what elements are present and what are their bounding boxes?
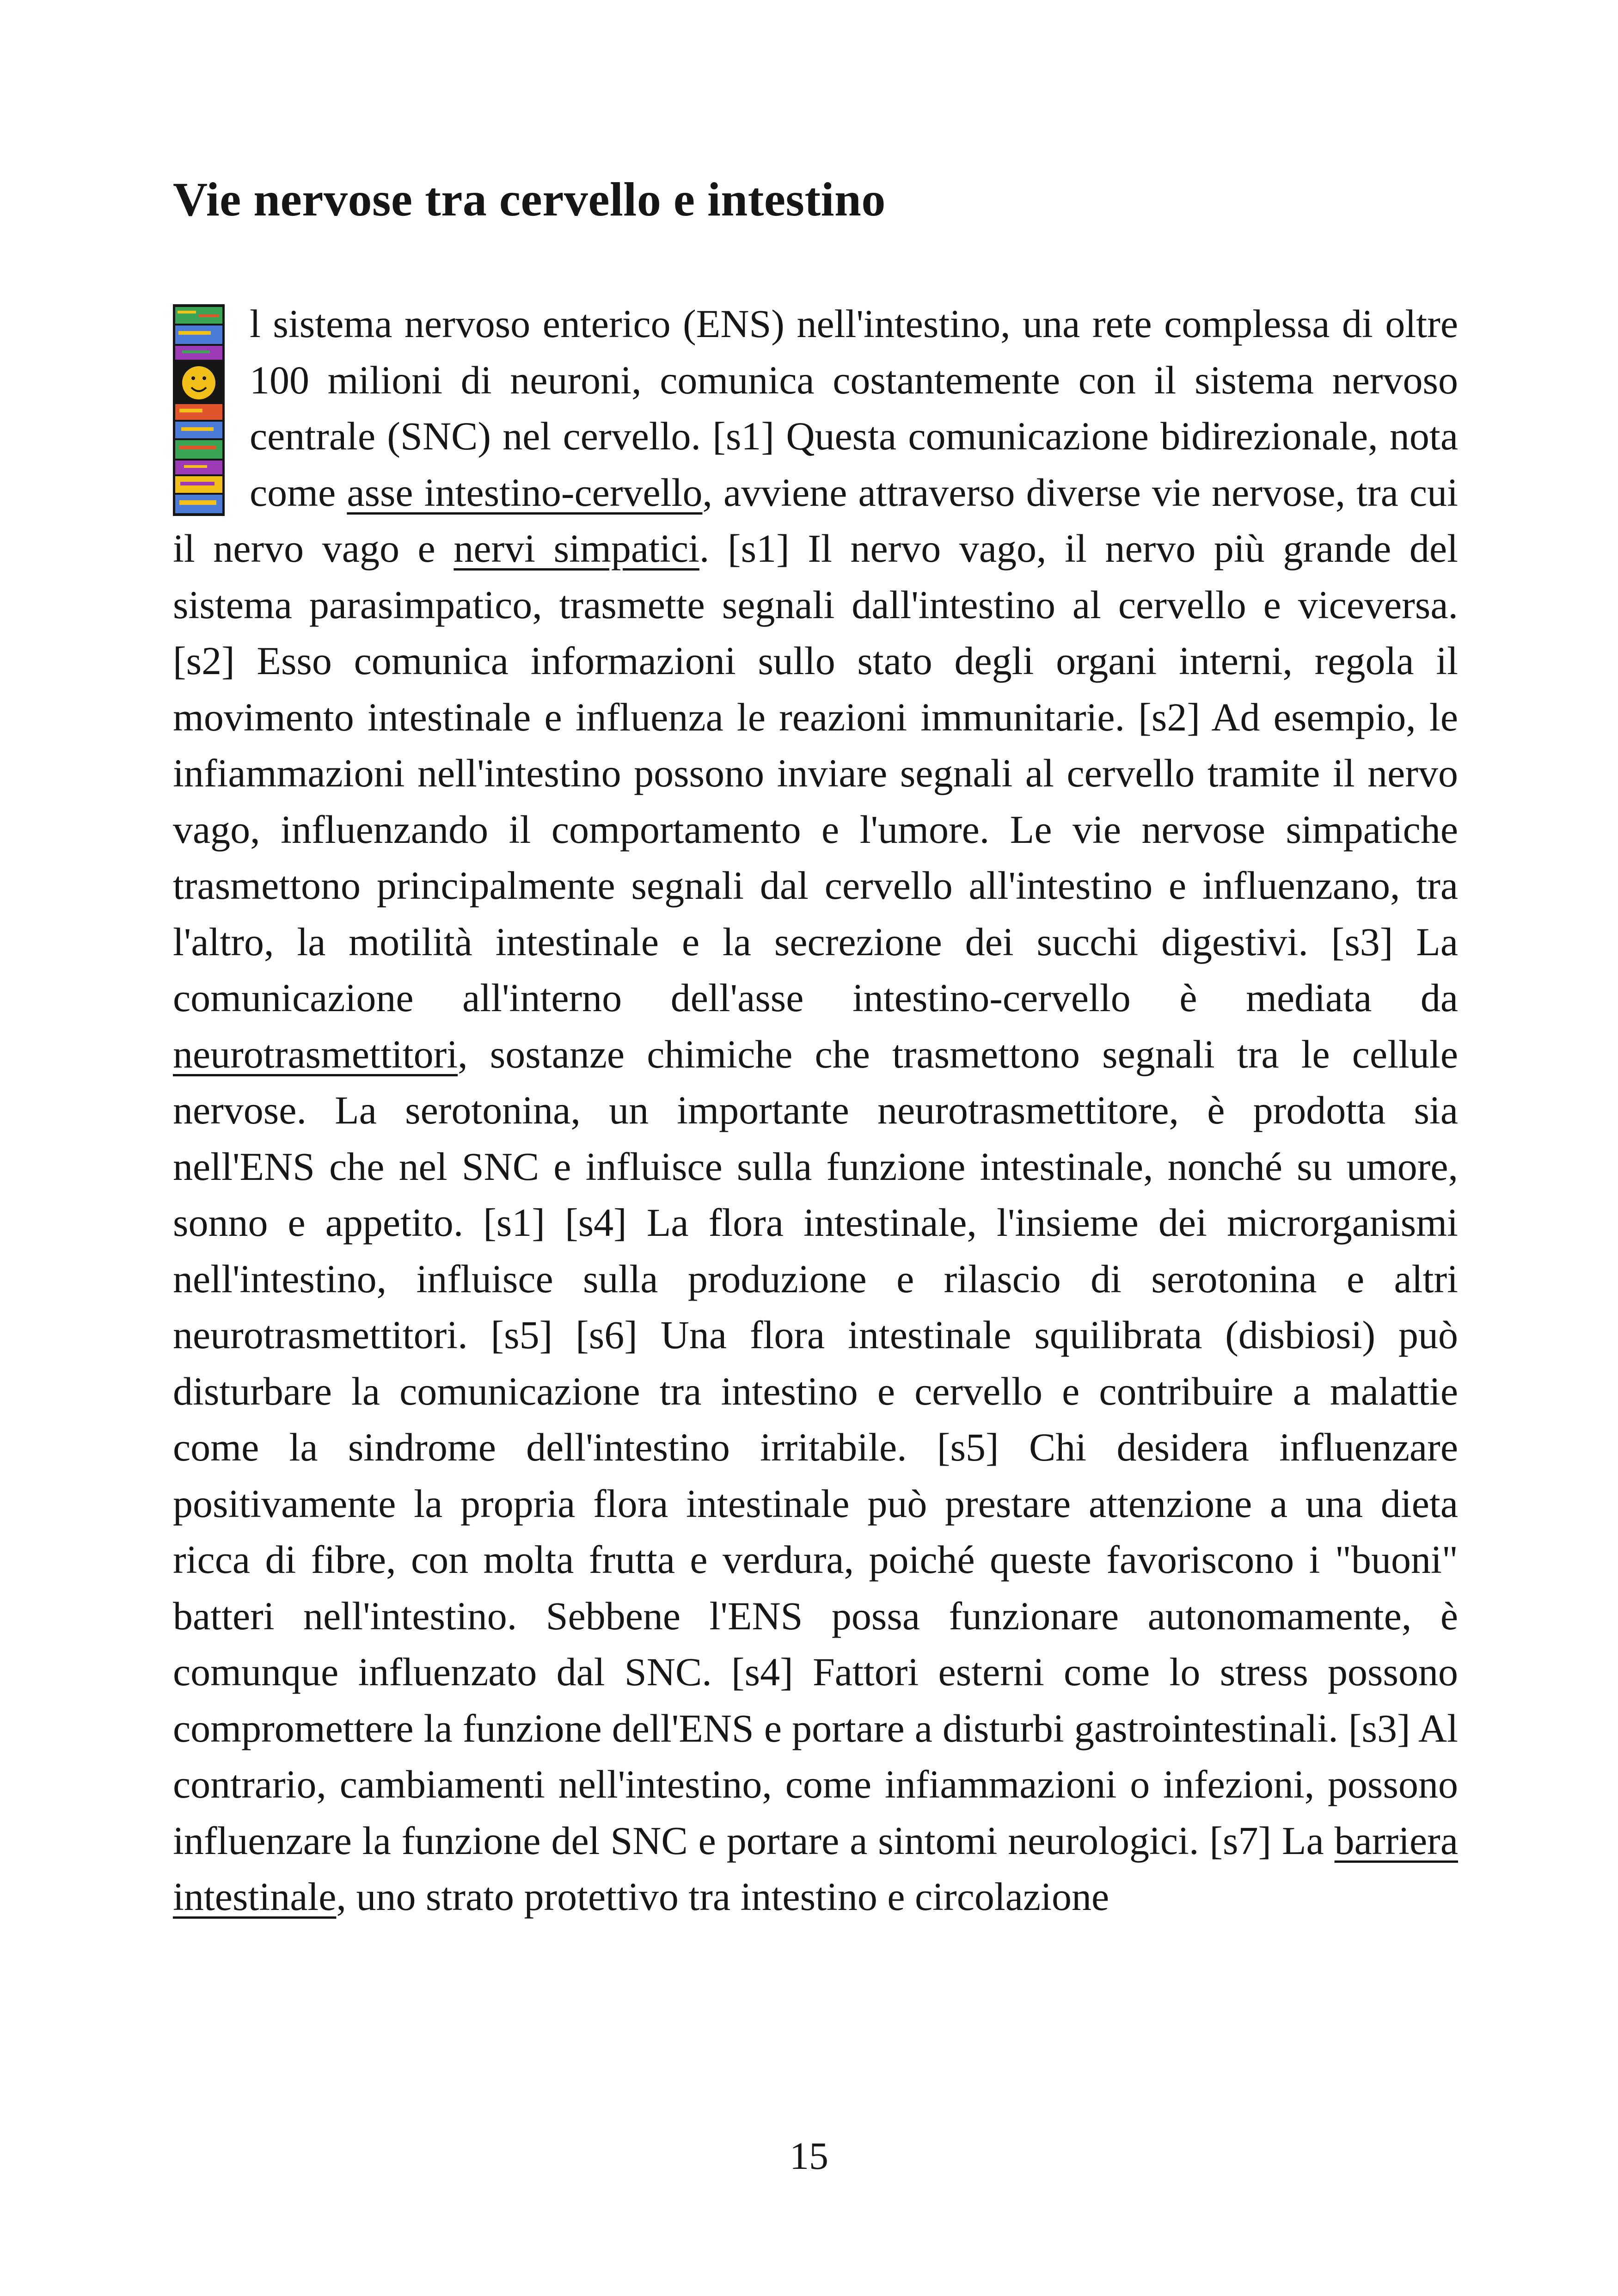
- paragraph-text: , sostanze chimiche che trasmettono segnali tra le cellule nervose. La serotonina, un importante neurotrasmettitore, è prodotta sia nell'ENS che nel SNC e influisce sulla funzione intestinale, nonché su umore, sonno e appetito. [s1] [s4] La flora intestinale, l'insieme dei microrganismi nell'intestino, influisce sulla produzione e rilascio di serotonina e altri neurotrasmettitori. [s5] [s6] Una flora intestinale squilibrata (disbiosi) può disturbare la comunicazione tra intestino e cervello e contribuire a malattie come la sindrome dell'intestino irritabile. [s5] Chi desidera influenzare positivamente la propria flora intestinale può prestare attenzione a una dieta ricca di fibre, con molta frutta e verdura, poiché queste favoriscono i "buoni" batteri nell'intestino. Sebbene l'ENS possa funzionare autonomamente, è comunque influenzato dal SNC. [s4] Fattori esterni come lo stress possono compromettere la funzione dell'ENS e portare a disturbi gastrointestinali. [s3] Al contrario, cambiamenti nell'intestino, come infiammazioni o infezioni, possono influenzare la funzione del SNC e portare a sintomi neurologici. [s7] La: [173, 1031, 1458, 1863]
- dropcap-artwork: [173, 304, 225, 516]
- section-title: Vie nervose tra cervello e intestino: [173, 173, 886, 226]
- page-number: 15: [790, 2135, 828, 2178]
- paragraph-text: . [s1] Il nervo vago, il nervo più grande del sistema parasimpatico, trasmette segnali dall'intestino al cervello e viceversa. [s2] Esso comunica informazioni sullo stato degli organi interni, regola il movimento intestinale e influenza le reazioni immunitarie. [s2] Ad esempio, le infiammazioni nell'intestino possono inviare segnali al cervello tramite il nervo vago, influenzando il comportamento e l'umore. Le vie nervose simpatiche trasmettono principalmente segnali dal cervello all'intestino e influenzano, tra l'altro, la motilità intestinale e la secrezione dei succhi digestivi. [s3] La comunicazione all'interno dell'asse intestino-cervello è mediata da: [173, 526, 1458, 1020]
- paragraph-text: , avviene attraverso diverse vie nervose, tra cui il nervo vago e: [173, 470, 1458, 571]
- paragraph-text: , uno strato protettivo tra intestino e circolazione: [336, 1874, 1109, 1919]
- link-nervi-simpatici[interactable]: nervi simpatici: [454, 526, 699, 571]
- link-barriera-intestinale[interactable]: barriera intestinale: [173, 1818, 1458, 1919]
- body-paragraph: [173, 296, 1458, 1925]
- decorative-dropcap-image: [173, 304, 225, 516]
- link-asse-intestino-cervello[interactable]: asse intestino-cervello: [347, 470, 703, 515]
- main-paragraph: [173, 296, 1458, 1925]
- paragraph-text: l sistema nervoso enterico (ENS) nell'intestino, una rete complessa di oltre 100 milioni di neuroni, comunica costantemente con il sistema nervoso centrale (SNC) nel cervello. [s1] Questa comunicazione bidirezionale, nota come: [250, 301, 1458, 515]
- link-neurotrasmettitori[interactable]: neurotrasmettitori: [173, 1031, 458, 1076]
